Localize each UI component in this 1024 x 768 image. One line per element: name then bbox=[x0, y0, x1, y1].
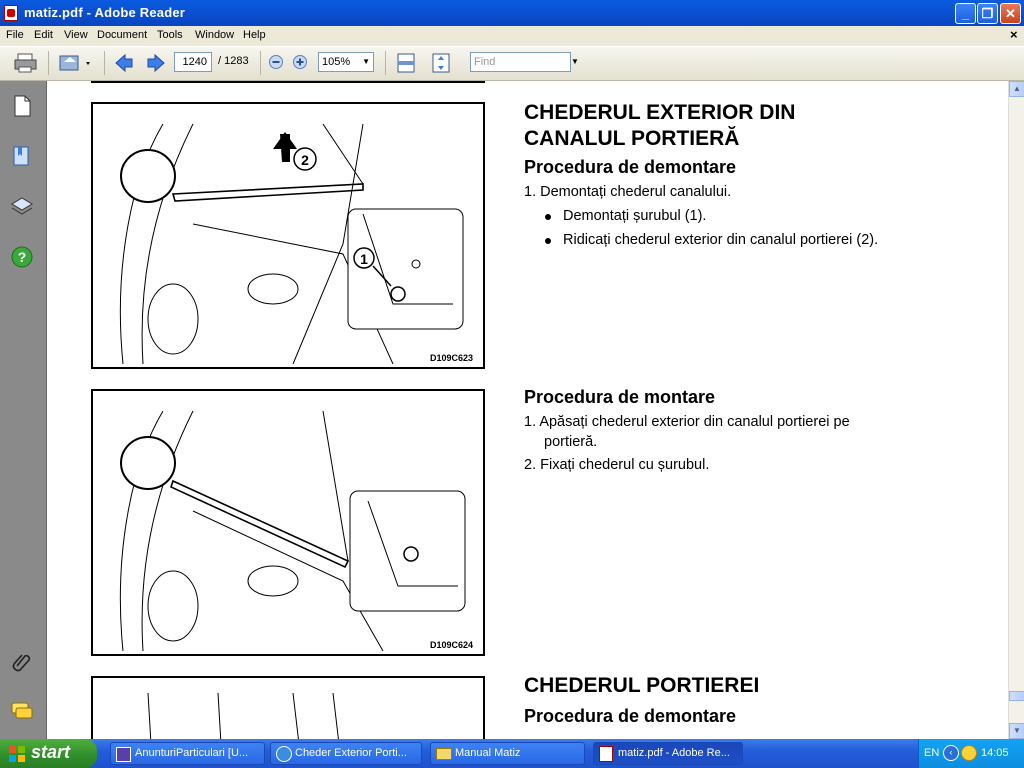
subheading-dismount-2: Procedura de demontare bbox=[524, 706, 737, 726]
menu-document[interactable]: Document bbox=[97, 29, 148, 41]
section-title-line1: CHEDERUL EXTERIOR DIN bbox=[524, 101, 796, 124]
toolbar-separator bbox=[104, 51, 105, 75]
previous-figure bbox=[91, 81, 485, 83]
internet-explorer-icon bbox=[276, 746, 292, 762]
previous-page-icon[interactable] bbox=[113, 52, 135, 74]
find-options-chevron-icon[interactable]: ▼ bbox=[571, 57, 579, 66]
title-bar bbox=[0, 0, 1024, 26]
taskbar-item-manual-matiz[interactable] bbox=[430, 742, 585, 765]
scroll-up-arrow-icon[interactable]: ▲ bbox=[1009, 81, 1024, 97]
page-number-input[interactable]: 1240 bbox=[174, 52, 212, 72]
show-hidden-icons-chevron-icon[interactable]: ‹ bbox=[943, 745, 959, 761]
section-title-line2: CANALUL PORTIERĂ bbox=[524, 127, 740, 150]
menu-file[interactable]: File bbox=[6, 29, 24, 41]
hand-tool-icon[interactable] bbox=[58, 52, 94, 74]
maximize-button[interactable]: ❐ bbox=[977, 3, 998, 24]
toolbar-separator bbox=[260, 51, 261, 75]
menu-edit[interactable]: Edit bbox=[34, 29, 53, 41]
taskbar-item-cheder[interactable] bbox=[270, 742, 422, 765]
callout-label-2: 2 bbox=[301, 152, 309, 168]
adobe-reader-icon bbox=[4, 5, 18, 21]
minimize-button[interactable]: _ bbox=[955, 3, 976, 24]
fit-width-icon[interactable] bbox=[396, 52, 416, 74]
bullet-dot bbox=[545, 238, 551, 244]
windows-logo-icon bbox=[8, 745, 26, 763]
step-1: 1. Demontați chederul canalului. bbox=[524, 184, 732, 200]
chevron-down-icon[interactable]: ▼ bbox=[362, 57, 370, 66]
figure-door-seal bbox=[91, 676, 485, 739]
vertical-scrollbar[interactable] bbox=[1008, 81, 1024, 739]
scroll-down-arrow-icon[interactable]: ▼ bbox=[1009, 723, 1024, 739]
figure-window-trim-removal bbox=[91, 102, 485, 369]
taskbar-item-adobe-reader[interactable] bbox=[593, 742, 743, 765]
fit-page-icon[interactable] bbox=[431, 52, 451, 74]
close-button[interactable]: ✕ bbox=[1000, 3, 1021, 24]
scroll-thumb[interactable] bbox=[1009, 691, 1024, 701]
help-icon[interactable] bbox=[10, 245, 34, 269]
attachments-icon[interactable] bbox=[10, 650, 34, 674]
pages-icon[interactable] bbox=[10, 94, 34, 118]
door-seal-drawing bbox=[93, 678, 483, 739]
taskbar-item-anunturi[interactable] bbox=[110, 742, 265, 765]
next-page-icon[interactable] bbox=[145, 52, 167, 74]
taskbar-item-label: matiz.pdf - Adobe Re... bbox=[618, 747, 730, 759]
callout-label-1: 1 bbox=[360, 251, 368, 267]
toolbar-separator bbox=[385, 51, 386, 75]
clock: 14:05 bbox=[981, 747, 1009, 759]
pdf-icon bbox=[599, 746, 613, 762]
taskbar-item-label: Cheder Exterior Porti... bbox=[295, 747, 407, 759]
menu-tools[interactable]: Tools bbox=[157, 29, 183, 41]
taskbar-item-label: Manual Matiz bbox=[455, 747, 521, 759]
zoom-level-select[interactable] bbox=[318, 52, 374, 72]
bullet-item-2: Ridicați chederul exterior din canalul portierei (2). bbox=[563, 232, 879, 248]
browser-icon bbox=[116, 747, 131, 762]
toolbar-separator bbox=[48, 51, 49, 75]
start-button[interactable] bbox=[0, 739, 97, 768]
car-door-drawing-2 bbox=[93, 391, 483, 654]
subheading-dismount: Procedura de demontare bbox=[524, 157, 737, 177]
comments-icon[interactable] bbox=[10, 700, 34, 722]
zoom-level-value: 105% bbox=[322, 56, 351, 68]
taskbar-item-label: AnunturiParticulari [U... bbox=[135, 747, 249, 759]
figure-window-trim-install bbox=[91, 389, 485, 656]
page-total: / 1283 bbox=[218, 55, 249, 67]
bullet-item-1: Demontați șurubul (1). bbox=[563, 208, 707, 224]
print-icon[interactable] bbox=[14, 52, 38, 74]
svg-text:?: ? bbox=[17, 249, 27, 265]
language-indicator[interactable]: EN bbox=[924, 747, 940, 759]
figure-code: D109C623 bbox=[429, 353, 473, 363]
section-title-door-seal: CHEDERUL PORTIEREI bbox=[524, 674, 760, 697]
menu-help[interactable]: Help bbox=[243, 29, 266, 41]
menu-view[interactable]: View bbox=[64, 29, 88, 41]
zoom-in-icon[interactable] bbox=[292, 54, 308, 70]
navigation-pane bbox=[0, 81, 47, 739]
figure-code: D109C624 bbox=[429, 640, 473, 650]
mount-step-2: 2. Fixați chederul cu șurubul. bbox=[524, 457, 710, 473]
window-title: matiz.pdf - Adobe Reader bbox=[24, 5, 186, 20]
menu-bar bbox=[0, 26, 1024, 47]
document-close-icon[interactable]: × bbox=[1010, 27, 1018, 42]
mount-step-1-line1: 1. Apăsați chederul exterior din canalul portierei pe bbox=[524, 414, 850, 430]
document-view[interactable] bbox=[47, 81, 1008, 739]
menu-window[interactable]: Window bbox=[195, 29, 235, 41]
bullet-dot bbox=[545, 214, 551, 220]
bookmarks-icon[interactable] bbox=[10, 144, 34, 168]
car-door-drawing-1 bbox=[93, 104, 483, 367]
messenger-smiley-icon[interactable] bbox=[961, 745, 977, 761]
find-input[interactable]: Find bbox=[470, 52, 571, 72]
system-tray bbox=[918, 739, 1024, 768]
subheading-mount: Procedura de montare bbox=[524, 387, 716, 407]
start-label: start bbox=[31, 742, 71, 762]
folder-icon bbox=[436, 748, 452, 760]
zoom-out-icon[interactable] bbox=[268, 54, 284, 70]
mount-step-1-line2: portieră. bbox=[544, 434, 598, 450]
layers-icon[interactable] bbox=[10, 195, 34, 219]
